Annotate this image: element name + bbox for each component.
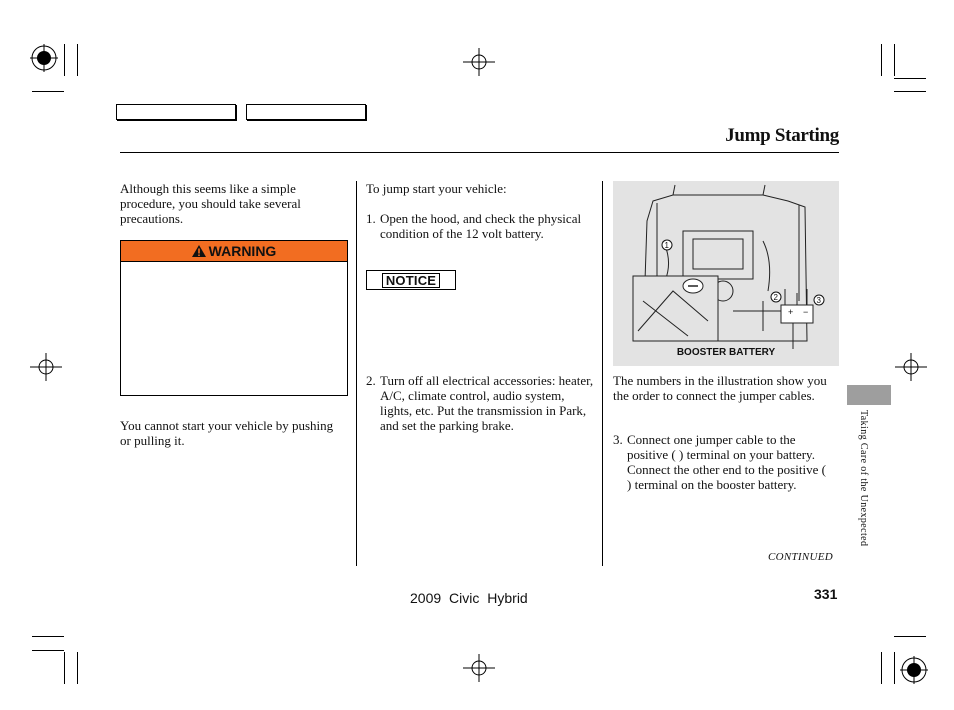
cannot-push-paragraph: You cannot start your vehicle by pushing or pulling it. bbox=[120, 418, 334, 448]
step-text: Turn off all electrical accessories: heater, A/C, climate control, audio system, lights, etc. Put the transmission in Park, and set the parking brake. bbox=[380, 373, 594, 433]
svg-text:−: − bbox=[803, 307, 809, 317]
warning-header bbox=[121, 241, 347, 262]
title-rule bbox=[120, 152, 839, 153]
callout-1: 1 bbox=[664, 241, 669, 250]
step-text: Open the hood, and check the physical condition of the 12 volt battery. bbox=[380, 211, 582, 241]
step-3 bbox=[613, 432, 843, 512]
step-number: 3. bbox=[613, 432, 623, 447]
page-number: 331 bbox=[814, 586, 838, 602]
step-number: 2. bbox=[366, 373, 376, 388]
step-1 bbox=[366, 211, 592, 261]
step-text: Connect one jumper cable to the positive ( ) terminal on your battery. Connect the other end to the positive ( ) terminal on the booster battery. bbox=[627, 432, 826, 492]
crosshair-icon bbox=[463, 654, 495, 682]
jump-start-intro: To jump start your vehicle: bbox=[366, 181, 507, 196]
crosshair-icon bbox=[895, 353, 927, 381]
continued-label: CONTINUED bbox=[768, 551, 834, 563]
column-divider bbox=[602, 181, 603, 566]
page-title: Jump Starting bbox=[725, 125, 839, 146]
notice-box bbox=[366, 270, 456, 290]
footer-model: 2009 Civic Hybrid bbox=[410, 590, 528, 606]
header-tab-box bbox=[246, 104, 366, 120]
header-tab-box bbox=[116, 104, 236, 120]
warning-triangle-icon bbox=[192, 245, 206, 257]
column-divider bbox=[356, 181, 357, 566]
illustration-caption: BOOSTER BATTERY bbox=[676, 347, 776, 358]
intro-paragraph: Although this seems like a simple procedure, you should take several precautions. bbox=[120, 181, 301, 226]
engine-bay-drawing bbox=[613, 181, 839, 366]
registration-target-icon bbox=[898, 656, 930, 686]
step-2 bbox=[366, 373, 596, 453]
illustration-explanation: The numbers in the illustration show you the order to connect the jumper cables. bbox=[613, 373, 827, 403]
crosshair-icon bbox=[463, 48, 495, 76]
section-tab bbox=[847, 385, 891, 405]
warning-label: WARNING bbox=[208, 243, 277, 259]
section-name: Taking Care of the Unexpected bbox=[858, 410, 869, 547]
engine-bay-illustration bbox=[613, 181, 839, 366]
warning-box bbox=[120, 240, 348, 396]
notice-label: NOTICE bbox=[382, 273, 440, 288]
callout-2: 2 bbox=[773, 293, 778, 302]
crosshair-icon bbox=[30, 353, 62, 381]
step-number: 1. bbox=[366, 211, 376, 226]
callout-3: 3 bbox=[816, 296, 821, 305]
svg-text:+: + bbox=[788, 307, 794, 317]
registration-target-icon bbox=[28, 44, 60, 74]
